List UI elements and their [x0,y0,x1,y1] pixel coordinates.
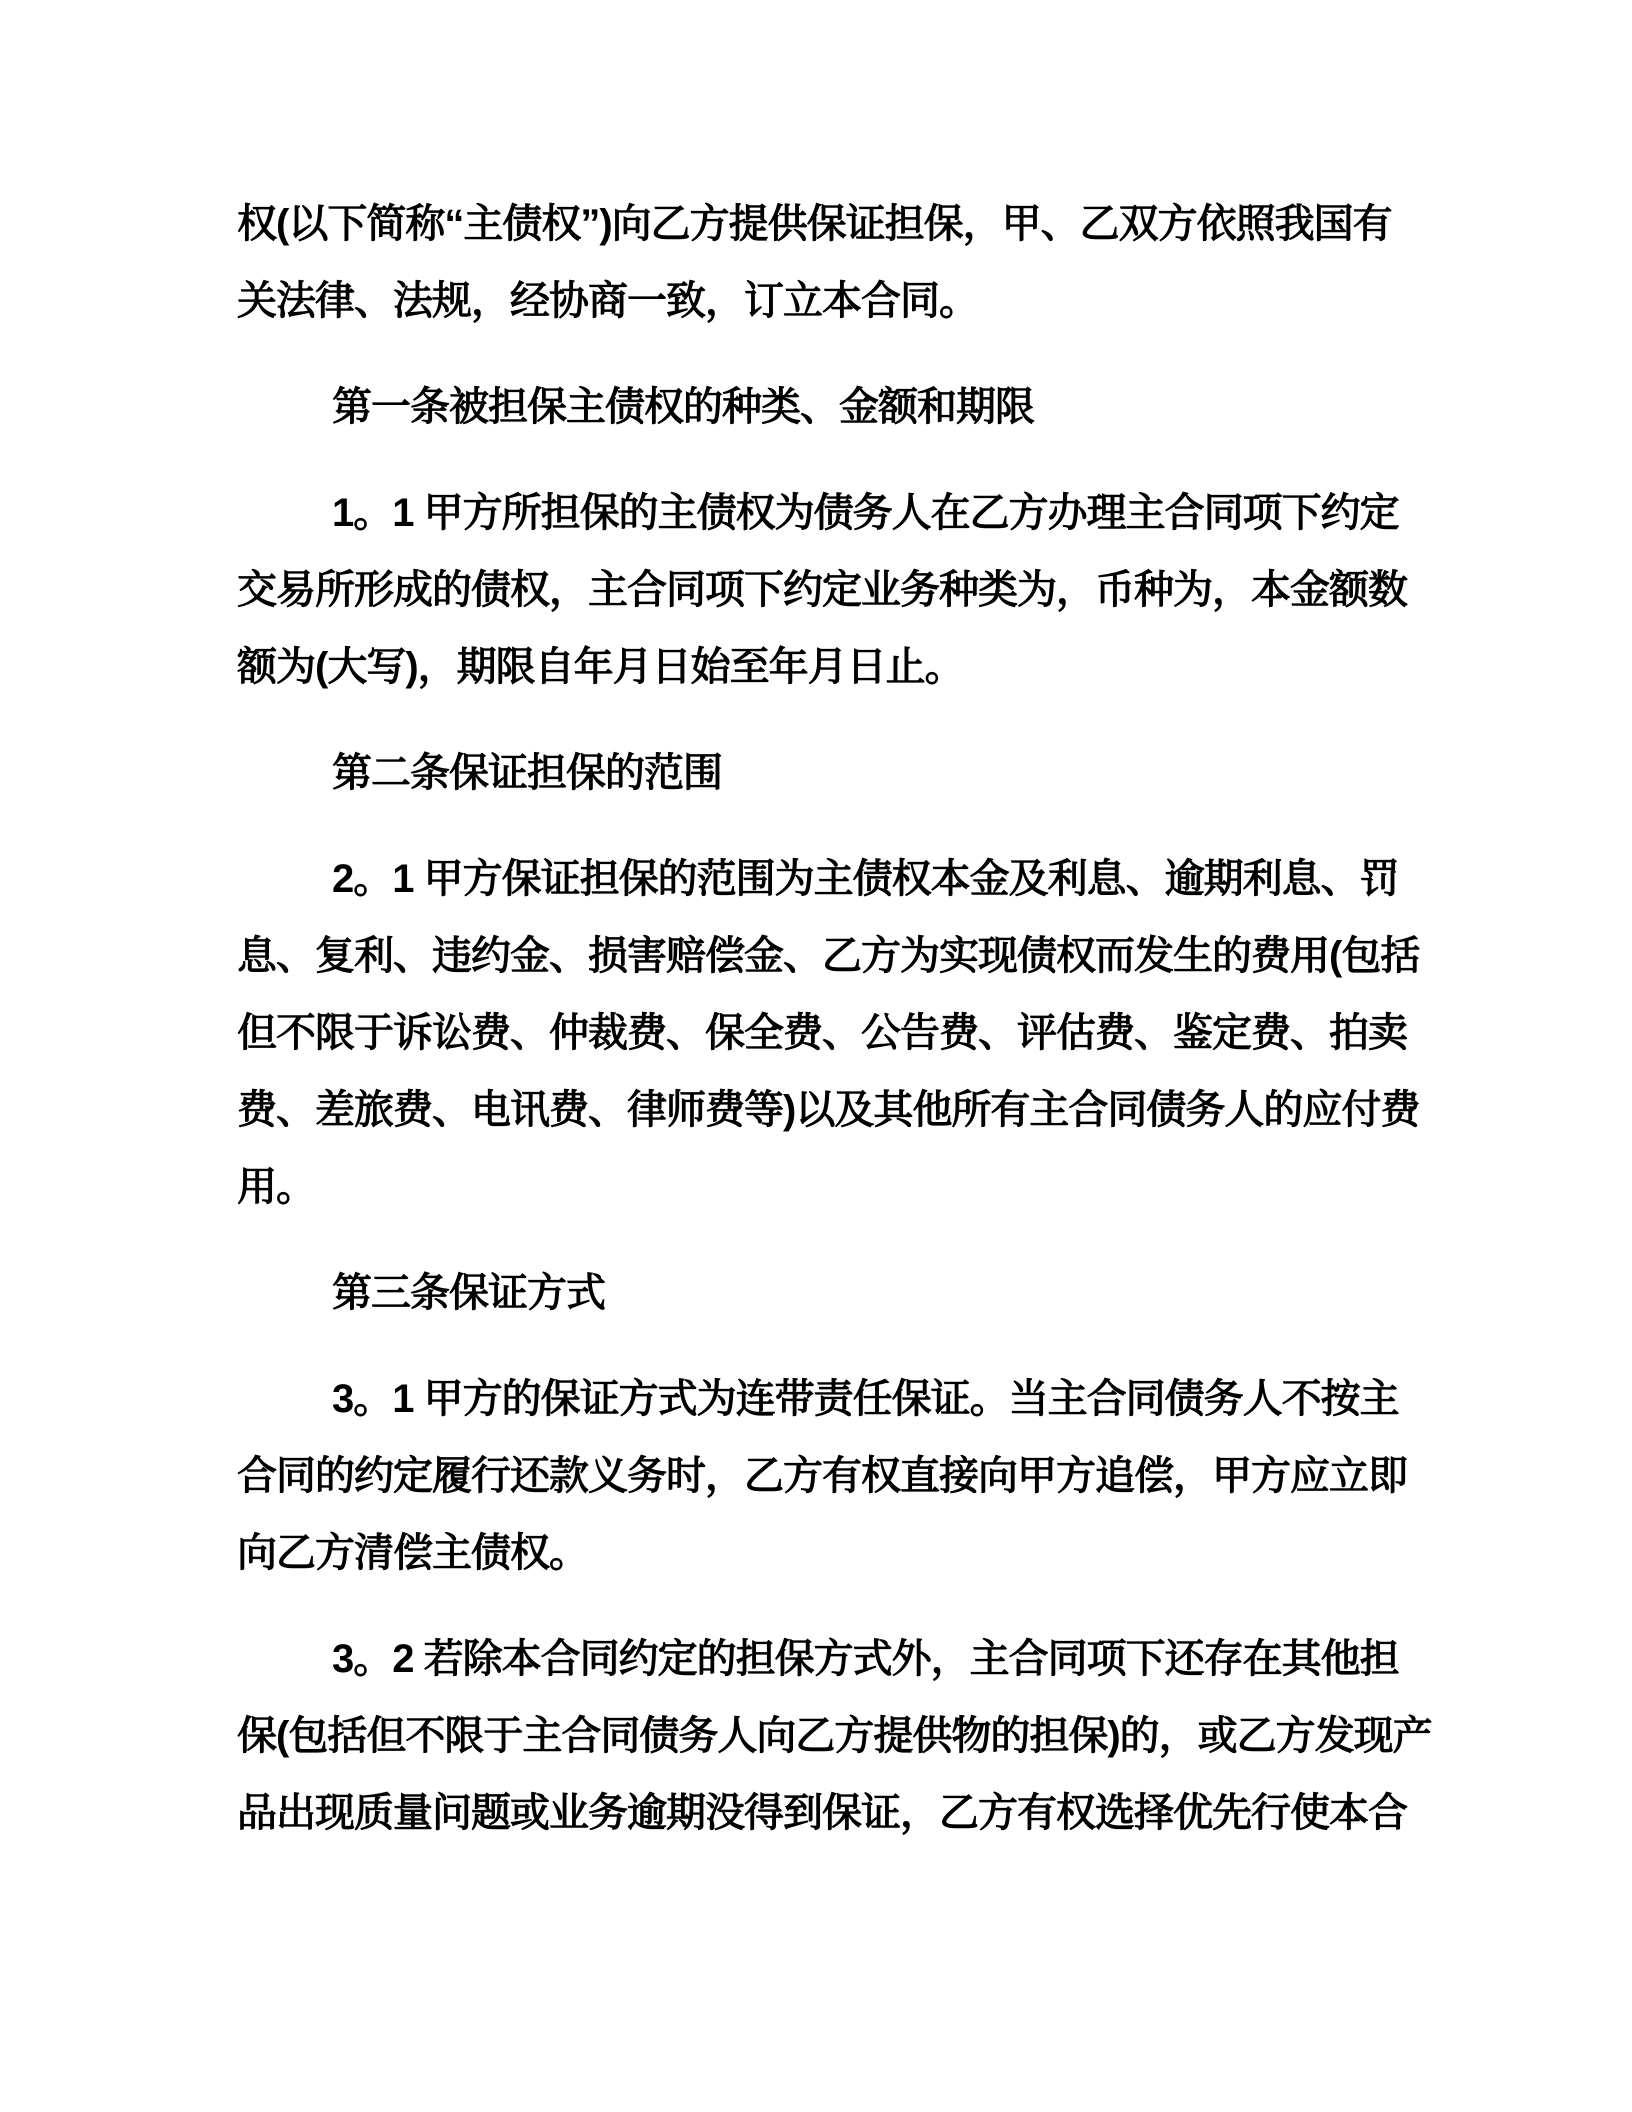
paragraph-line: 品出现质量问题或业务逾期没得到保证，乙方有权选择优先行使本合 [237,1791,1407,1835]
paragraph-line: 关法律、法规，经协商一致，订立本合同。 [237,279,978,323]
paragraph-line: 向乙方清偿主债权。 [237,1531,588,1575]
paragraph-line: 交易所形成的债权，主合同项下约定业务种类为，币种为，本金额数 [237,568,1407,612]
section-heading-line: 第三条保证方式 [332,1271,605,1315]
paragraph-line: 合同的约定履行还款义务时，乙方有权直接向甲方追偿，甲方应立即 [237,1454,1407,1498]
section-heading [237,1255,1437,1332]
paragraph-line: 1。1 甲方所担保的主债权为债务人在乙方办理主合同项下约定 [332,491,1399,535]
contract-paragraph [237,841,1437,1226]
contract-body-text [237,186,1437,1852]
paragraph-line: 保(包括但不限于主合同债务人向乙方提供物的担保)的，或乙方发现产 [237,1714,1432,1758]
paragraph-line: 权(以下简称“主债权”)向乙方提供保证担保，甲、乙双方依照我国有 [237,202,1392,246]
paragraph-line: 但不限于诉讼费、仲裁费、保全费、公告费、评估费、鉴定费、拍卖 [237,1011,1407,1055]
section-heading-line: 第二条保证担保的范围 [332,751,722,795]
paragraph-line: 额为(大写)，期限自年月日始至年月日止。 [237,645,964,689]
contract-paragraph [237,186,1437,340]
paragraph-line: 2。1 甲方保证担保的范围为主债权本金及利息、逾期利息、罚 [332,857,1399,901]
paragraph-line: 息、复利、违约金、损害赔偿金、乙方为实现债权而发生的费用(包括 [237,934,1420,978]
paragraph-line: 3。1 甲方的保证方式为连带责任保证。当主合同债务人不按主 [332,1377,1399,1421]
section-heading-line: 第一条被担保主债权的种类、金额和期限 [332,385,1034,429]
contract-paragraph [237,475,1437,706]
paragraph-line: 用。 [237,1165,315,1209]
section-heading [237,735,1437,812]
paragraph-line: 3。2 若除本合同约定的担保方式外，主合同项下还存在其他担 [332,1637,1399,1681]
paragraph-line: 费、差旅费、电讯费、律师费等)以及其他所有主合同债务人的应付费 [237,1088,1420,1132]
contract-paragraph [237,1621,1437,1852]
contract-paragraph [237,1361,1437,1592]
section-heading [237,369,1437,446]
